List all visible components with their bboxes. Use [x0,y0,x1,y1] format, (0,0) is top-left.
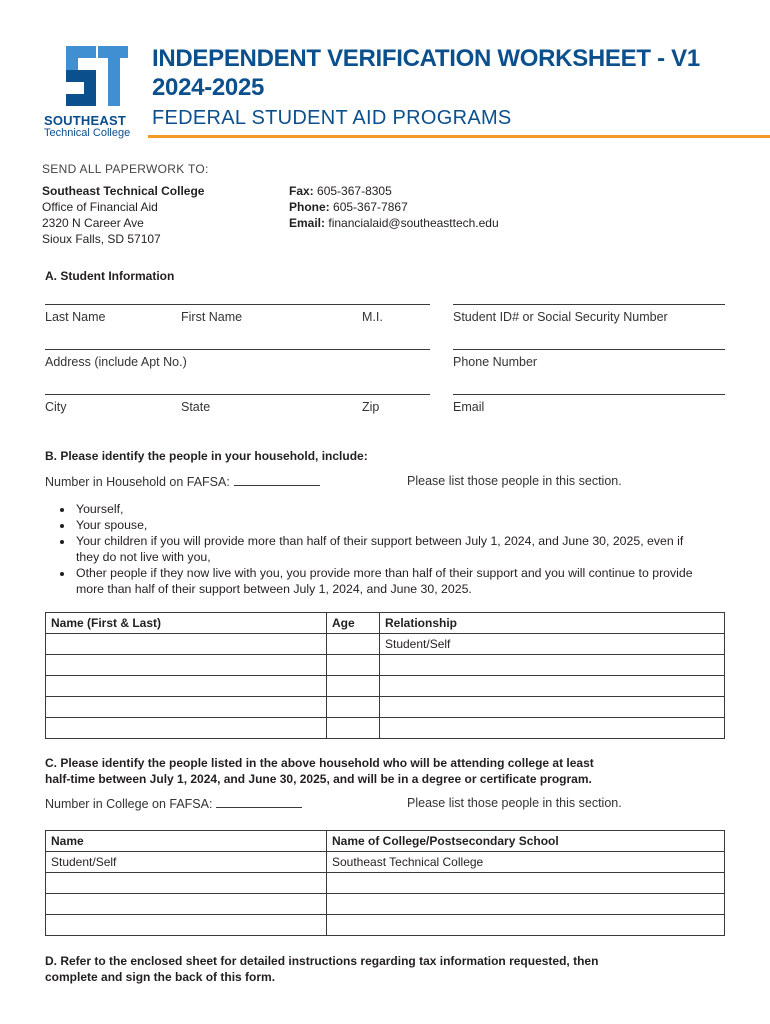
list-item: • Your children if you will provide more than half of their support between July 1, 2024, and June 30, 2025, even if they do not live with you, [74,533,700,565]
household-relationship-cell[interactable] [380,697,725,718]
section-c-heading [45,755,745,787]
mi-label: M.I. [362,310,383,324]
student-id-field[interactable] [453,304,725,305]
section-a-heading: A. Student Information [45,269,175,283]
table-row [46,852,725,873]
first-name-label: First Name [181,310,243,324]
section-c-heading-line2: half-time between July 1, 2024, and June 30, 2025, and will be in a degree or certificate program. [45,772,592,786]
household-count-label: Number in Household on FAFSA: [45,475,230,489]
table-row [46,873,725,894]
last-name-label: Last Name [45,310,106,324]
table-row [46,655,725,676]
send-to-line1: Office of Financial Aid [42,200,158,214]
email-field-label: Email [453,400,485,414]
last-first-mi-field[interactable] [45,304,430,305]
household-relationship-cell[interactable] [380,655,725,676]
phone-value: 605-367-7867 [333,200,408,214]
list-item: • Your spouse, [74,517,700,533]
col-header-name: Name (First & Last) [46,613,327,634]
city-label: City [45,400,67,414]
address-label: Address (include Apt No.) [45,355,187,369]
state-label: State [181,400,211,414]
table-header-row [46,831,725,852]
send-to-heading: SEND ALL PAPERWORK TO: [42,162,209,176]
section-d-line1: D. Refer to the enclosed sheet for detailed instructions regarding tax information requested, then [45,954,599,968]
zip-label: Zip [362,400,380,414]
address-field[interactable] [45,349,430,350]
college-school-cell[interactable]: Southeast Technical College [327,852,725,873]
table-row [46,676,725,697]
page-subtitle: FEDERAL STUDENT AID PROGRAMS [152,107,512,129]
section-b-heading: B. Please identify the people in your household, include: [45,449,368,463]
section-d-line2: complete and sign the back of this form. [45,970,276,984]
household-name-cell[interactable] [46,655,327,676]
send-to-line2: 2320 N Career Ave [42,216,144,230]
household-age-cell[interactable] [327,634,380,655]
send-to-org: Southeast Technical College [42,184,205,198]
contact-info [289,183,499,231]
table-row [46,894,725,915]
college-count-row [45,796,302,811]
table-header-row [46,613,725,634]
household-age-cell[interactable] [327,676,380,697]
college-student-cell[interactable] [46,873,327,894]
household-name-cell[interactable] [46,676,327,697]
col-header-student-name: Name [46,831,327,852]
email-value: financialaid@southeasttech.edu [328,216,499,230]
household-age-cell[interactable] [327,697,380,718]
header-divider [148,135,770,138]
email-field[interactable] [453,394,725,395]
city-state-zip-field[interactable] [45,394,430,395]
household-age-cell[interactable] [327,718,380,739]
col-header-college-name: Name of College/Postsecondary School [327,831,725,852]
household-name-cell[interactable] [46,718,327,739]
household-criteria-list [60,501,700,597]
college-count-input[interactable] [216,796,302,808]
college-school-cell[interactable] [327,894,725,915]
student-id-label: Student ID# or Social Security Number [453,310,668,324]
send-to-line3: Sioux Falls, SD 57107 [42,232,161,246]
phone-label: Phone: [289,200,330,214]
phone-number-label: Phone Number [453,355,538,369]
college-student-cell[interactable] [46,915,327,936]
list-item: • Yourself, [74,501,700,517]
household-name-cell[interactable] [46,697,327,718]
household-relationship-cell[interactable] [380,676,725,697]
table-row [46,915,725,936]
logo-wordmark: SOUTHEAST [44,113,126,128]
college-school-cell[interactable] [327,873,725,894]
household-count-row [45,474,320,489]
household-list-note: Please list those people in this section. [407,474,622,488]
phone-field[interactable] [453,349,725,350]
page-title-year: 2024-2025 [152,74,265,101]
send-to-address [42,183,204,247]
page-title: INDEPENDENT VERIFICATION WORKSHEET - V1 [152,45,700,72]
list-item: • Other people if they now live with you, you provide more than half of their support and you will continue to provide more than half of their support between July 1, 2024, and June 30, 2025. [74,565,700,597]
college-list-note: Please list those people in this section. [407,796,622,810]
col-header-relationship: Relationship [380,613,725,634]
household-name-cell[interactable] [46,634,327,655]
household-relationship-cell[interactable]: Student/Self [380,634,725,655]
college-table [45,830,725,936]
section-c-heading-line1: C. Please identify the people listed in the above household who will be attending college at least [45,756,594,770]
table-row [46,634,725,655]
table-row [46,697,725,718]
section-d-text [45,953,745,985]
college-school-cell[interactable] [327,915,725,936]
college-student-cell[interactable] [46,894,327,915]
email-label: Email: [289,216,326,230]
household-count-input[interactable] [234,474,320,486]
table-row [46,718,725,739]
fax-label: Fax: [289,184,314,198]
household-relationship-cell[interactable] [380,718,725,739]
college-student-cell[interactable]: Student/Self [46,852,327,873]
college-count-label: Number in College on FAFSA: [45,797,213,811]
household-table [45,612,725,739]
fax-value: 605-367-8305 [317,184,392,198]
household-age-cell[interactable] [327,655,380,676]
col-header-age: Age [327,613,380,634]
logo-subtitle: Technical College [44,127,131,139]
